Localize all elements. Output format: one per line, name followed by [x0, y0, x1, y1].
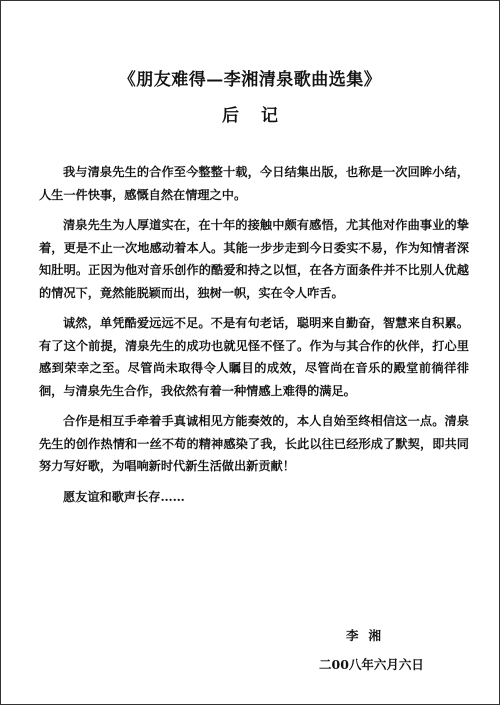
- document-body: [39, 161, 469, 516]
- paragraph-2: 清泉先生为人厚道实在，在十年的接触中颇有感悟，尤其他对作曲事业的挚着，更是不止一次地感动着本人。其能一步步走到今日委实不易，作为知情者深知肚明。正因为他对音乐创作的酷爱和持之以恒，在各方面条件并不比别人优越的情况下，竟然能脱颖而出，独树一帜，实在令人咋舌。: [39, 218, 469, 300]
- paragraph-1: 我与清泉先生的合作至今整整十载，今日结集出版，也称是一次回眸小结，人生一件快事，感慨自然在情理之中。: [39, 165, 469, 202]
- paragraph-5: 愿友谊和歌声长存……: [63, 489, 185, 504]
- author-signature: 李湘: [346, 628, 392, 643]
- signature-date: 二00八年六月六日: [319, 657, 424, 672]
- book-title: 《朋友难得—李湘清泉歌曲选集》: [118, 70, 382, 90]
- section-title: 后记: [222, 106, 300, 126]
- paragraph-4: 合作是相互手牵着手真诚相见方能奏效的，本人自始至终相信这一点。清泉先生的创作热情和一丝不苟的精神感染了我，长此以往已经形成了默契，即共同努力写好歌，为唱响新时代新生活做出新贡献！: [39, 414, 469, 473]
- paragraph-3: 诚然，单凭酷爱远远不足。不是有句老话，聪明来自勤奋，智慧来自积累。有了这个前提，清泉先生的成功也就见怪不怪了。作为与其合作的伙伴，打心里感到荣幸之至。尽管尚未取得令人瞩目的成效，尽管尚在音乐的殿堂前徜徉徘徊，与清泉先生合作，我依然有着一种情感上难得的满足。: [39, 316, 469, 398]
